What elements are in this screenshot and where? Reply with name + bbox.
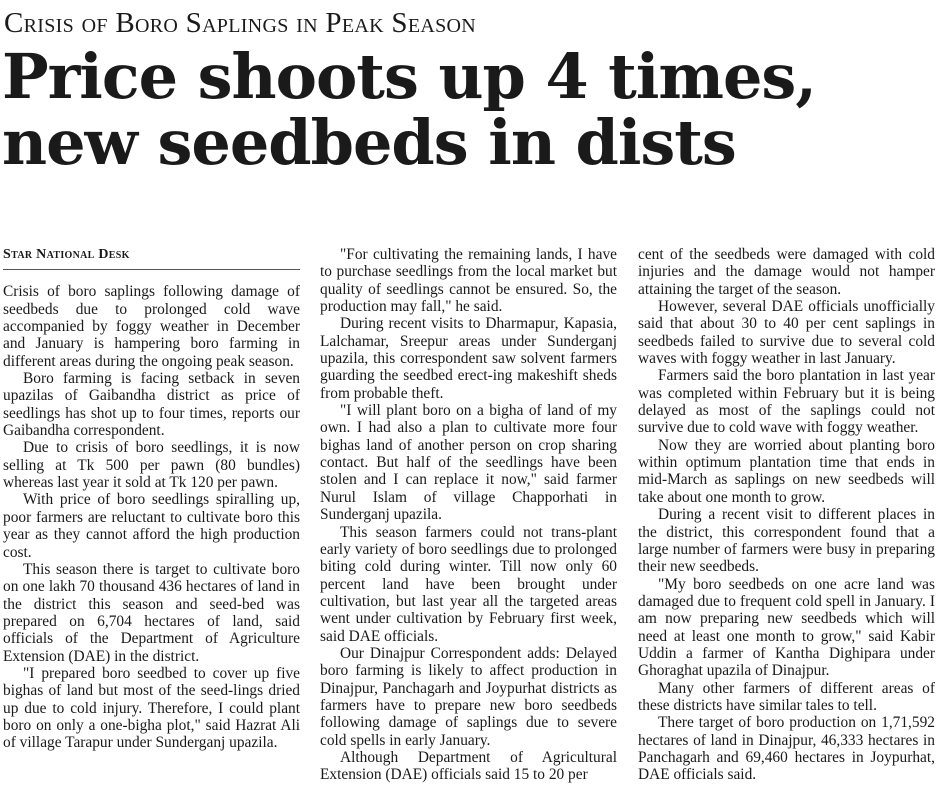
headline-line-1: Price shoots up 4 times, [2, 40, 816, 113]
paragraph: Crisis of boro saplings following damage of seedbeds due to prolonged cold wave accompanied by foggy weather in December and January is hampering boro farming in different areas during the ongoing peak season. [3, 283, 300, 370]
article-column-3 [638, 246, 935, 784]
paragraph: "I prepared boro seedbed to cover up five bighas of land but most of the seed-lings dried up due to cold injury. Therefore, I could plant boro on only a one-bigha plot," said Hazrat Ali of village Tarapur under Sunderganj upazila. [3, 664, 300, 752]
paragraph: Although Department of Agricultural Extension (DAE) officials said 15 to 20 per [320, 748, 617, 784]
kicker-headline: Crisis of Boro Saplings in Peak Season [4, 7, 476, 39]
paragraph: Due to crisis of boro seedlings, it is now selling at Tk 500 per pawn (80 bundles) whereas last year it sold at Tk 120 per pawn. [3, 439, 300, 492]
article-column-1 [3, 246, 300, 752]
paragraph: cent of the seedbeds were damaged with cold injuries and the damage would not hamper attaining the target of the season. [638, 246, 935, 298]
paragraph: "I will plant boro on a bigha of land of my own. I had also a plan to cultivate more four bighas land of another person on crop sharing contact. But half of the seedlings have been stolen and I can replace it now," said farmer Nurul Islam of village Chapporhati in Sunderganj upazila. [320, 402, 617, 524]
paragraph: "My boro seedbeds on one acre land was damaged due to frequent cold spell in January. I am now preparing new seedbeds which will need at least one month to grow," said Kabir Uddin a farmer of Kantha Dighipara under Ghoraghat upazila of Dinajpur. [638, 575, 935, 680]
paragraph: This season farmers could not trans-plant early variety of boro seedlings due to prolonged biting cold during winter. Till now only 60 percent land have been brought under cultivation, but last year all the targeted areas went under cultivation by February first week, said DAE officials. [320, 523, 617, 645]
paragraph: There target of boro production on 1,71,592 hectares of land in Dinajpur, 46,333 hectares in Panchagarh and 69,460 hectares in Joypurhat, DAE officials said. [638, 714, 935, 784]
paragraph: Farmers said the boro plantation in last year was completed within February but it is being delayed as most of the saplings could not survive due to cold wave with foggy weather. [638, 367, 935, 437]
paragraph: During recent visits to Dharmapur, Kapasia, Lalchamar, Sreepur areas under Sunderganj upazila, this correspondent saw solvent farmers guarding the seedbed erect-ing makeshift sheds from probable theft. [320, 315, 617, 402]
article-headline [2, 40, 940, 179]
headline-line-2: new seedbeds in dists [2, 106, 736, 179]
paragraph: Boro farming is facing setback in seven upazilas of Gaibandha district as price of seedlings has shot up to four times, reports our Gaibandha correspondent. [3, 370, 300, 440]
paragraph: Now they are worried about planting boro within optimum plantation time that ends in mid-March as saplings on new seedbeds will take about one month to grow. [638, 436, 935, 506]
article-column-2 [320, 246, 617, 784]
paragraph: However, several DAE officials unofficially said that about 30 to 40 per cent saplings in seedbeds failed to survive due to several cold waves with foggy weather in last January. [638, 298, 935, 368]
paragraph: With price of boro seedlings spiralling up, poor farmers are reluctant to cultivate boro this year as they cannot afford the high production cost. [3, 491, 300, 561]
paragraph: Many other farmers of different areas of these districts have similar tales to tell. [638, 679, 935, 714]
paragraph: Our Dinajpur Correspondent adds: Delayed boro farming is likely to affect production in Dinajpur, Panchagarh and Joypurhat districts as farmers have to prepare new boro seedbeds following damage of saplings due to severe cold spells in early January. [320, 644, 617, 749]
byline: Star National Desk [3, 246, 300, 270]
paragraph: "For cultivating the remaining lands, I have to purchase seedlings from the local market but quality of seedlings cannot be ensured. So, the production may fall," he said. [320, 246, 617, 316]
paragraph: This season there is target to cultivate boro on one lakh 70 thousand 436 hectares of land in the district this season and seed-bed was prepared on 6,704 hectares of land, said officials of the Department of Agriculture Extension (DAE) in the district. [3, 560, 300, 665]
paragraph: During a recent visit to different places in the district, this correspondent found that a large number of farmers were busy in preparing their new seedbeds. [638, 506, 935, 576]
